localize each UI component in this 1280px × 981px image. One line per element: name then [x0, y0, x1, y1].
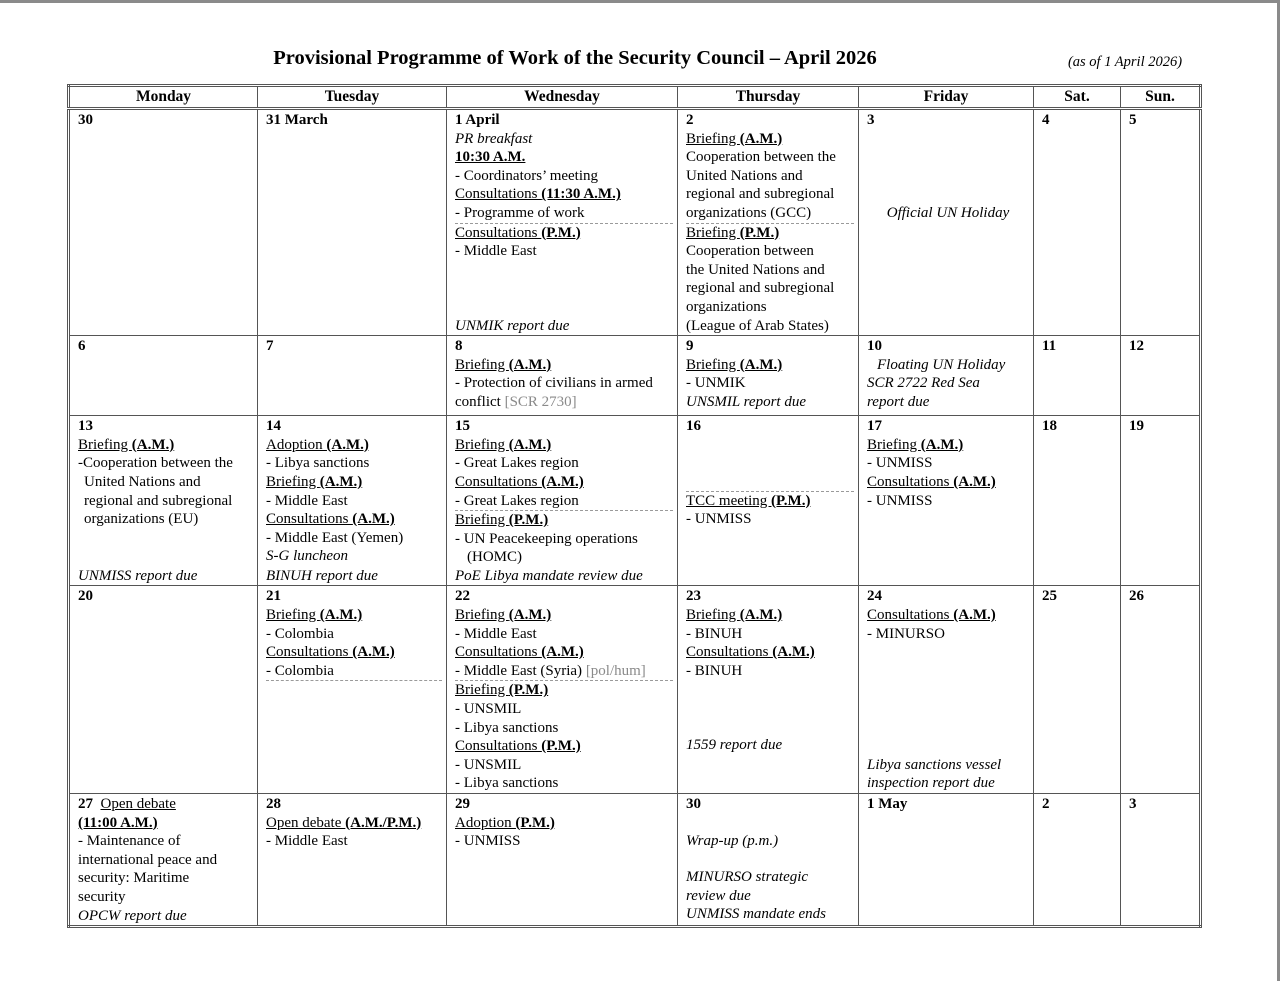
meeting-time: (P.M.)	[771, 492, 811, 509]
report-due-note: MINURSO strategic	[686, 869, 809, 886]
agenda-item	[455, 393, 673, 412]
day-cell	[258, 416, 447, 586]
meeting-label: Open debate	[100, 796, 176, 812]
meeting-type	[867, 436, 1029, 455]
day-number: 19	[1129, 418, 1144, 435]
agenda-item: - UNMISS	[867, 492, 933, 509]
day-number: 3	[867, 112, 875, 128]
meeting-label: Briefing	[686, 130, 740, 147]
day-cell	[258, 109, 447, 336]
agenda-item: security: Maritime	[78, 870, 190, 887]
day-number: 11	[1042, 338, 1057, 355]
agenda-item: -Cooperation between the	[78, 455, 233, 472]
report-due-note: UNMISS report due	[78, 567, 198, 584]
meeting-label: Briefing	[266, 607, 320, 624]
agenda-item: - UNMISS	[867, 455, 933, 472]
meeting-type	[455, 473, 673, 492]
meeting-label: Consultations	[455, 186, 542, 203]
day-number: 4	[1042, 112, 1050, 128]
agenda-item: - Middle East	[455, 625, 537, 642]
day-number: 2	[686, 112, 694, 128]
meeting-label: Briefing	[686, 356, 740, 373]
meeting-time: (A.M.)	[508, 356, 552, 373]
day-cell	[1121, 586, 1201, 794]
weekday-header-row	[69, 86, 1201, 109]
day-cell	[69, 586, 258, 794]
mandate-note: UNMISS mandate ends	[686, 906, 826, 923]
agenda-item: - Libya sanctions	[455, 719, 559, 736]
week-row	[69, 416, 1201, 586]
report-due-note: OPCW report due	[78, 907, 187, 924]
agenda-item: organizations (GCC)	[686, 204, 854, 224]
day-number: 15	[455, 418, 470, 435]
day-cell	[447, 586, 678, 794]
meeting-time: (A.M.)	[508, 607, 552, 624]
meeting-time: (A.M.)	[352, 511, 395, 528]
meeting-type	[455, 185, 673, 204]
day-number: 28	[266, 796, 281, 812]
report-due-note: inspection report due	[867, 775, 995, 792]
agenda-item: regional and subregional	[686, 186, 835, 203]
day-number: 23	[686, 588, 701, 605]
meeting-time: (A.M.)	[319, 607, 363, 624]
meeting-type	[455, 814, 673, 833]
meeting-type	[455, 511, 673, 530]
meeting-time: (P.M.)	[739, 224, 780, 241]
day-number: 18	[1042, 418, 1057, 435]
agenda-item: - UN Peacekeeping operations	[455, 530, 638, 547]
day-number: 9	[686, 338, 694, 355]
meeting-label: Consultations	[455, 224, 542, 241]
meeting-label: Briefing	[266, 473, 320, 490]
meeting-time: (A.M.)	[739, 130, 783, 147]
report-due-note: 1559 report due	[686, 737, 783, 754]
agenda-item: regional and subregional	[84, 492, 233, 509]
meeting-label: Briefing	[867, 436, 921, 453]
day-cell	[859, 416, 1034, 586]
meeting-type	[266, 814, 442, 833]
agenda-item: - Libya sanctions	[455, 775, 559, 792]
meeting-time: (11:00 A.M.)	[78, 814, 158, 831]
meeting-label: Consultations	[266, 644, 353, 661]
day-number: 6	[78, 338, 86, 355]
agenda-item: - UNMISS	[455, 833, 521, 850]
agenda-item: (HOMC)	[467, 549, 522, 566]
agenda-item: - MINURSO	[867, 625, 945, 642]
meeting-type	[266, 643, 442, 662]
day-number: 24	[867, 588, 882, 605]
agenda-qualifier: [pol/hum]	[585, 662, 646, 679]
agenda-item: the United Nations and	[686, 261, 825, 278]
day-cell	[69, 336, 258, 416]
meeting-type	[686, 643, 854, 662]
meeting-label: Briefing	[455, 682, 509, 699]
meeting-label: Briefing	[78, 436, 132, 453]
day-cell	[447, 336, 678, 416]
meeting-time: (A.M.)	[352, 644, 395, 661]
day-header	[78, 795, 253, 814]
day-number: 5	[1129, 112, 1137, 128]
day-cell	[1034, 109, 1121, 336]
report-due-note: SCR 2722 Red Sea	[867, 375, 980, 392]
agenda-item: - Middle East	[266, 833, 348, 850]
day-cell	[859, 109, 1034, 336]
agenda-item: - Middle East	[266, 492, 348, 509]
meeting-type	[455, 681, 673, 700]
agenda-item: - BINUH	[686, 662, 743, 679]
report-due-note: PoE Libya mandate review due	[455, 567, 643, 584]
day-cell	[258, 586, 447, 794]
meeting-time: (P.M.)	[541, 224, 581, 241]
agenda-item: United Nations and	[686, 167, 803, 184]
day-number: 26	[1129, 588, 1144, 605]
week-row	[69, 109, 1201, 336]
day-cell	[859, 586, 1034, 794]
day-cell	[1034, 336, 1121, 416]
page-top-border	[0, 0, 1280, 3]
day-cell	[859, 794, 1034, 927]
header-friday: Friday	[859, 86, 1034, 109]
day-cell	[678, 109, 859, 336]
day-cell	[69, 109, 258, 336]
meeting-type	[686, 130, 854, 149]
day-number: 1 April	[455, 112, 500, 128]
header-wednesday: Wednesday	[447, 86, 678, 109]
header-tuesday: Tuesday	[258, 86, 447, 109]
meeting-type	[266, 436, 442, 455]
agenda-item: - UNSMIL	[455, 756, 522, 773]
agenda-text: conflict	[455, 393, 505, 410]
agenda-item: Cooperation between	[686, 243, 814, 260]
agenda-item: - BINUH	[686, 625, 743, 642]
day-cell	[1034, 794, 1121, 927]
meeting-type	[455, 436, 673, 455]
meeting-type	[266, 606, 442, 625]
meeting-label: Briefing	[455, 356, 509, 373]
meeting-time: (A.M.)	[508, 436, 552, 453]
agenda-item: international peace and	[78, 851, 218, 868]
meeting-time: (A.M.)	[326, 436, 369, 453]
meeting-time: (A.M.)	[772, 644, 815, 661]
day-cell	[69, 416, 258, 586]
day-cell	[678, 416, 859, 586]
day-number: 1 May	[867, 796, 908, 812]
agenda-text: - Middle East (Syria)	[455, 662, 586, 679]
week-row	[69, 794, 1201, 927]
agenda-item: - UNSMIL	[455, 701, 522, 718]
meeting-time: (A.M.)	[739, 607, 783, 624]
day-number: 7	[266, 338, 274, 355]
agenda-item: - Colombia	[266, 625, 334, 642]
resolution-reference: [SCR 2730]	[504, 393, 577, 410]
day-cell	[447, 794, 678, 927]
meeting-type	[686, 606, 854, 625]
programme-calendar	[67, 84, 1202, 928]
agenda-item: - Protection of civilians in armed	[455, 375, 653, 392]
day-number: 2	[1042, 796, 1050, 812]
day-cell	[447, 109, 678, 336]
day-cell	[447, 416, 678, 586]
agenda-item: - Libya sanctions	[266, 455, 370, 472]
agenda-item: - Great Lakes region	[455, 492, 673, 512]
day-cell	[1034, 586, 1121, 794]
meeting-type	[266, 510, 442, 529]
meeting-label: TCC meeting	[686, 492, 771, 509]
day-number: 20	[78, 588, 93, 605]
day-cell	[859, 336, 1034, 416]
holiday-note: Floating UN Holiday	[877, 356, 1006, 373]
meeting-time: (A.M./P.M.)	[345, 814, 422, 831]
header-saturday: Sat.	[1034, 86, 1121, 109]
meeting-label: Consultations	[455, 738, 542, 755]
day-number: 27	[78, 796, 93, 812]
day-number: 30	[78, 112, 93, 128]
agenda-item: - Colombia	[266, 662, 442, 682]
meeting-time: (P.M.)	[515, 814, 555, 831]
meeting-label: Consultations	[266, 511, 353, 528]
day-number: 30	[686, 796, 701, 812]
meeting-label: Briefing	[455, 607, 509, 624]
report-due-note: UNMIK report due	[455, 317, 570, 334]
day-cell	[678, 586, 859, 794]
day-number: 31 March	[266, 112, 328, 128]
meeting-label: Consultations	[867, 473, 954, 490]
agenda-item: - Middle East	[455, 243, 537, 260]
day-cell	[1121, 109, 1201, 336]
meeting-time: (A.M.)	[953, 473, 996, 490]
meeting-time: (A.M.)	[131, 436, 175, 453]
day-cell	[258, 336, 447, 416]
meeting-label: Consultations	[455, 473, 542, 490]
meeting-type	[455, 737, 673, 756]
header-monday: Monday	[69, 86, 258, 109]
day-cell	[1121, 416, 1201, 586]
day-cell	[1121, 336, 1201, 416]
meeting-time: (P.M.)	[541, 738, 581, 755]
agenda-item: - Great Lakes region	[455, 455, 579, 472]
meeting-label: Adoption	[455, 814, 516, 831]
event-line: Wrap-up (p.m.)	[686, 832, 779, 849]
week-row	[69, 336, 1201, 416]
agenda-item: - Coordinators’ meeting	[455, 167, 599, 184]
meeting-type	[867, 473, 1029, 492]
meeting-type	[455, 606, 673, 625]
meeting-label: Consultations	[686, 644, 773, 661]
as-of-date: (as of 1 April 2026)	[1067, 54, 1183, 70]
meeting-type	[266, 473, 442, 492]
agenda-item: - Middle East (Yemen)	[266, 529, 404, 546]
meeting-label: Briefing	[686, 607, 740, 624]
day-number: 13	[78, 418, 93, 435]
day-cell	[1121, 794, 1201, 927]
meeting-time: (A.M.)	[319, 473, 363, 490]
header-thursday: Thursday	[678, 86, 859, 109]
meeting-type	[686, 224, 854, 243]
day-number: 16	[686, 418, 701, 435]
day-cell	[69, 794, 258, 927]
agenda-item: - Programme of work	[455, 204, 673, 224]
meeting-type	[867, 606, 1029, 625]
meeting-time: (A.M.)	[541, 644, 584, 661]
day-cell	[678, 336, 859, 416]
agenda-item: organizations	[686, 298, 767, 315]
day-cell	[258, 794, 447, 927]
day-number: 25	[1042, 588, 1057, 605]
holiday-note: Official UN Holiday	[886, 204, 1010, 221]
day-number: 17	[867, 418, 882, 435]
report-due-note: UNSMIL report due	[686, 393, 806, 410]
week-row	[69, 586, 1201, 794]
meeting-type	[455, 643, 673, 662]
agenda-item: Cooperation between the	[686, 149, 836, 166]
agenda-item: regional and subregional	[686, 280, 835, 297]
day-cell	[1034, 416, 1121, 586]
page-title: Provisional Programme of Work of the Security Council – April 2026	[273, 47, 877, 69]
day-number: 29	[455, 796, 470, 812]
agenda-item: organizations (EU)	[84, 511, 199, 528]
meeting-time: (11:30 A.M.)	[541, 186, 621, 203]
day-number: 22	[455, 588, 470, 605]
meeting-label: Briefing	[455, 512, 509, 529]
report-due-note: Libya sanctions vessel	[867, 756, 1002, 773]
day-number: 10	[867, 338, 882, 355]
meeting-time: (A.M.)	[739, 356, 783, 373]
event-line: S-G luncheon	[266, 548, 349, 565]
meeting-time: (A.M.)	[953, 607, 996, 624]
day-number: 12	[1129, 338, 1144, 355]
meeting-time: (P.M.)	[508, 682, 549, 699]
day-number: 21	[266, 588, 281, 605]
meeting-type	[686, 356, 854, 375]
meeting-label: Consultations	[867, 607, 954, 624]
agenda-item: United Nations and	[84, 473, 201, 490]
meeting-type	[78, 436, 253, 455]
agenda-item: - UNMISS	[686, 511, 752, 528]
meeting-type	[455, 356, 673, 375]
report-due-note: BINUH report due	[266, 567, 378, 584]
meeting-type	[455, 224, 673, 243]
meeting-type	[686, 492, 854, 511]
agenda-item: (League of Arab States)	[686, 317, 829, 334]
meeting-time: (A.M.)	[920, 436, 964, 453]
agenda-item: - UNMIK	[686, 375, 746, 392]
meeting-time: 10:30 A.M.	[455, 149, 526, 166]
dashed-separator	[686, 436, 854, 492]
meeting-label: Briefing	[455, 436, 509, 453]
event-line: PR breakfast	[455, 130, 533, 147]
report-due-note: review due	[686, 887, 751, 904]
meeting-label: Briefing	[686, 224, 740, 241]
agenda-item: security	[78, 888, 126, 905]
day-number: 3	[1129, 796, 1137, 812]
meeting-label: Adoption	[266, 436, 327, 453]
day-number: 14	[266, 418, 281, 435]
meeting-label: Open debate	[266, 814, 346, 831]
meeting-time: (A.M.)	[541, 473, 584, 490]
day-number: 8	[455, 338, 463, 355]
agenda-item: - Maintenance of	[78, 833, 181, 850]
meeting-label: Consultations	[455, 644, 542, 661]
meeting-time: (P.M.)	[508, 512, 549, 529]
report-due-note: report due	[867, 393, 930, 410]
day-cell	[678, 794, 859, 927]
header-sunday: Sun.	[1121, 86, 1201, 109]
agenda-item	[455, 662, 673, 682]
